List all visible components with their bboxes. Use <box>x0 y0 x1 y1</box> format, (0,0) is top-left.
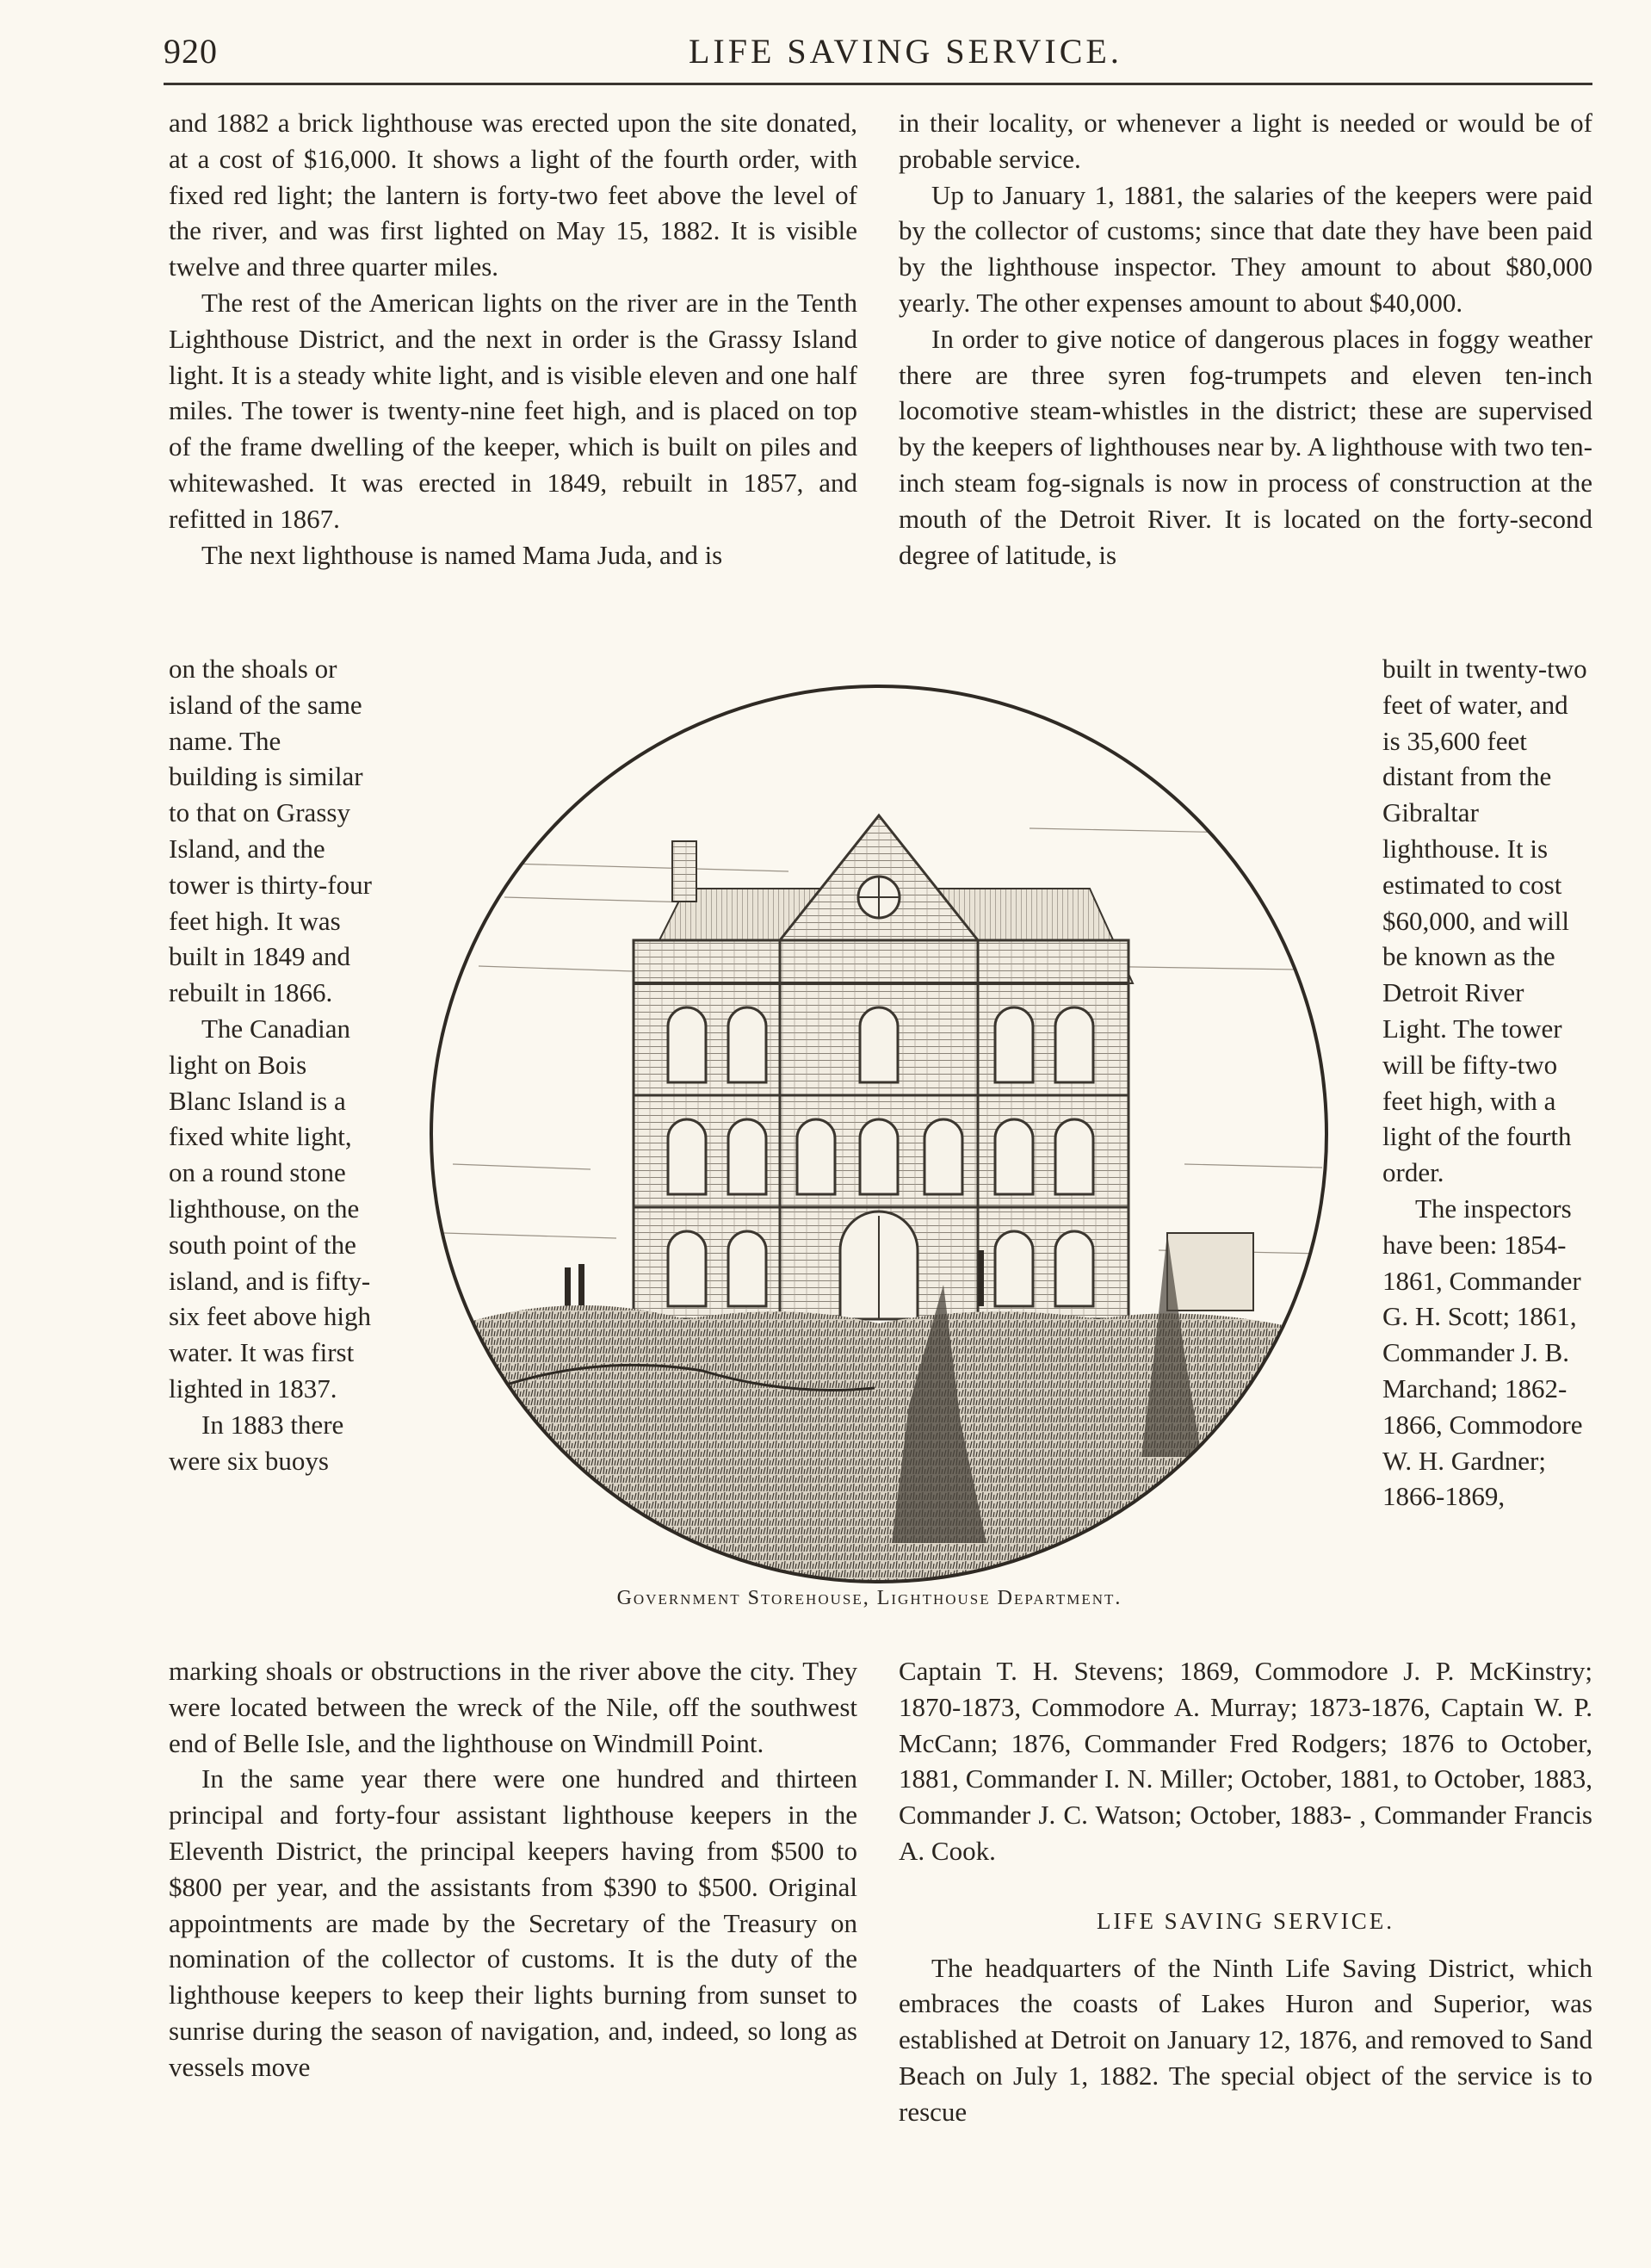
paragraph: In order to give notice of dangerous places in foggy weather there are three syren fog-trumpets and eleven ten-inch locomotive steam-whistles in the district; these are supervised by the keepers of lighthouses near by. A lighthouse with two ten-inch steam fog-signals is now in process of construction at the mouth of the Detroit River. It is located on the forty-second degree of latitude, is <box>899 323 1592 570</box>
storehouse-illustration <box>427 682 1331 1586</box>
paragraph: marking shoals or obstructions in the river above the city. They were located between the wreck of the Nile, off the southwest end of Belle Isle, and the lighthouse on Windmill Point. <box>169 1656 857 1758</box>
paragraph: and 1882 a brick lighthouse was erected upon the site donated, at a cost of $16,000. It shows a light of the fourth order, with fixed red light; the lantern is forty-two feet above the level of the river, and was first lighted on May 15, 1882. It is visible twelve and three quarter miles. <box>169 108 857 282</box>
paragraph: In the same year there were one hundred and thirteen principal and forty-four assistant lighthouse keepers in the Eleventh District, the principal keepers having from $500 to $800 per year, and the assistants from $390 to $500. Original appointments are made by the Secretary of the Treasury on nomination of the collector of customs. It is the duty of the lighthouse keepers to keep their lights burning from sunset to sunrise during the season of navigation, and, indeed, so long as vessels move <box>169 1763 857 2082</box>
paragraph: The Canadian light on Bois Blanc Island is a fixed white light, on a round stone lighthouse, on the south point of the island, and is fifty-six feet above high water. It was first lighted in 1837. <box>169 1013 372 1404</box>
right-column-bottom <box>899 1653 1592 2130</box>
running-head: LIFE SAVING SERVICE. <box>689 32 1122 71</box>
header-rule <box>164 83 1592 85</box>
figure-caption: Government Storehouse, Lighthouse Department. <box>616 1587 1122 1609</box>
left-column-bottom <box>169 1653 857 2085</box>
page-header <box>164 24 1592 76</box>
left-column-top <box>169 105 857 573</box>
paragraph: Captain T. H. Stevens; 1869, Commodore J. P. McKinstry; 1870-1873, Commodore A. Murray; 1873-1876, Captain W. P. McCann; 1876, Commander Fred Rodgers; 1876 to October, 1881, Commander I. N. Miller; October, 1881, to October, 1883, Commander J. C. Watson; October, 1883- , Commander Francis A. Cook. <box>899 1656 1592 1866</box>
paragraph: The rest of the American lights on the river are in the Tenth Lighthouse District, and the next in order is the Grassy Island light. It is a steady white light, and is visible eleven and one half miles. The tower is twenty-nine feet high, and is placed on top of the frame dwelling of the keeper, which is built on piles and whitewashed. It was erected in 1849, rebuilt in 1857, and refitted in 1867. <box>169 287 857 534</box>
paragraph: built in twenty-two feet of water, and is 35,600 feet distant from the Gibraltar lighthouse. It is estimated to cost $60,000, and will be known as the Detroit River Light. The tower will be fifty-two feet high, with a light of the fourth order. <box>1382 654 1587 1188</box>
section-heading: LIFE SAVING SERVICE. <box>1096 1907 1395 1934</box>
page-number: 920 <box>164 32 218 71</box>
paragraph: The next lighthouse is named Mama Juda, and is <box>201 539 723 570</box>
right-column-narrow <box>1382 651 1592 1515</box>
right-column-top <box>899 105 1592 573</box>
paragraph: on the shoals or island of the same name. The building is similar to that on Grassy Island, and the tower is thirty-four feet high. It was built in 1849 and rebuilt in 1866. <box>169 654 372 1008</box>
left-column-narrow <box>169 651 372 1478</box>
paragraph: in their locality, or whenever a light is needed or would be of probable service. <box>899 108 1592 174</box>
paragraph: Up to January 1, 1881, the salaries of the keepers were paid by the collector of customs; since that date they have been paid by the lighthouse inspector. They amount to about $80,000 yearly. The other expenses amount to about $40,000. <box>899 179 1592 318</box>
paragraph: The inspectors have been: 1854-1861, Commander G. H. Scott; 1861, Commander J. B. Marchand; 1862-1866, Commodore W. H. Gardner; 1866-1869, <box>1382 1193 1583 1512</box>
paragraph: In 1883 there were six buoys <box>169 1409 344 1476</box>
paragraph: The headquarters of the Ninth Life Saving District, which embraces the coasts of Lakes Huron and Superior, was established at Detroit on January 12, 1876, and removed to Sand Beach on July 1, 1882. The special object of the service is to rescue <box>899 1952 1592 2127</box>
